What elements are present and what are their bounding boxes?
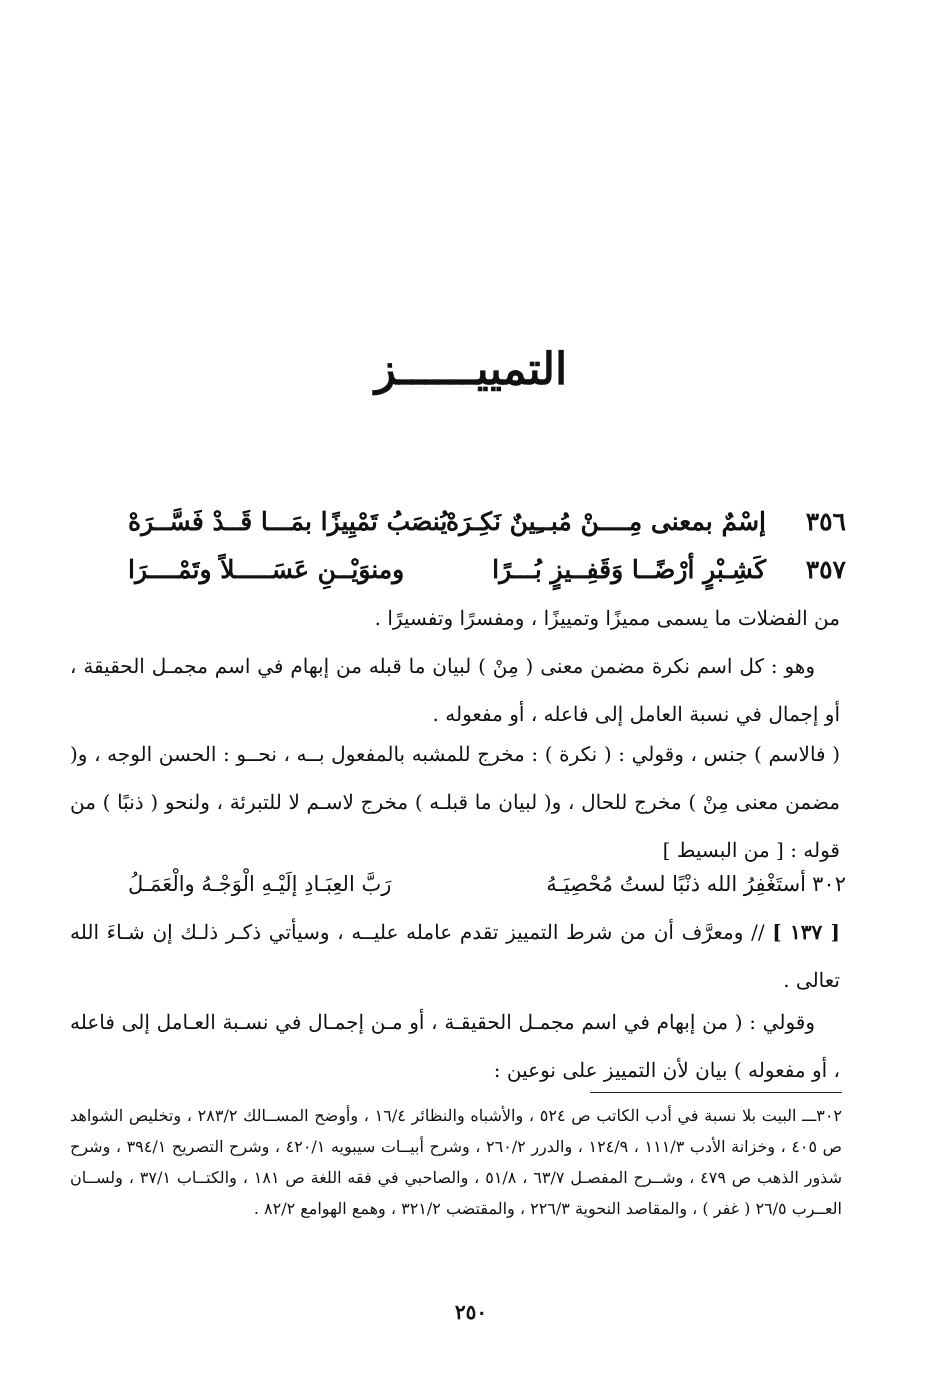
cited-verse [128,864,846,904]
definition-paragraph: وهو : كل اسم نكرة مضمن معنى ( مِنْ ) لبيان ما قبله من إبهام في اسم مجمـل الحقيقة ، أو إجمال في نسبة العامل إلى فاعله ، أو مفعوله . [70,654,840,726]
verse-line [128,500,846,544]
verse-second-hemistich: ومنوَيْــنِ عَسَـــــلاً وتَمْــــرَا [128,555,405,584]
page-number: ٢٥٠ [454,1300,488,1324]
chapter-title: التمييــــــز [374,344,568,395]
footnote-divider [590,1092,842,1093]
footnote: ٣٠٢ـــ البيت بلا نسبة في أدب الكاتب ص ٥٢٤ ، والأشباه والنظائر ١٦/٤ ، وأوضح المســالك ٢٨٣/٢ ، وتخليص الشواهد ص ٤٠٥ ، وخزانة الأدب ١١١/٣ ، ١٢٤/٩ ، والدرر ٢٦٠/٢ ، وشرح أبيــات سيبويه ٤٢٠/١ ، وشرح التصريح ٣٩٤/١ ، وشرح شذور الذهب ص ٤٧٩ ، وشــرح المفصـل ٦٣/٧ ، ٥١/٨ ، والصاحبي في فقه اللغة ص ١٨١ ، والكتــاب ٣٧/١ ، ولســان العــرب ٢٦/٥ ( غفر ) ، والمقاصد النحوية ٢٢٦/٣ ، والمقتضب ٣٢١/٢ ، وهمع الهوامع ٨٢/٢ . [70,1106,843,1218]
types-paragraph: وقولي : ( من إبهام في اسم مجمـل الحقيقـة ، أو مـن إجمـال في نسـبة العـامل إلى فاعله ، أو مفعوله ) بيان لأن التمييز على نوعين : [70,1010,840,1082]
verse-second-hemistich: يُنصَبُ تَمْيِيزًا بمَـــا قَــدْ فَسَّــرَهْ [128,507,448,536]
condition-paragraph [70,908,840,1004]
cited-verse-number: ٣٠٢ [812,872,846,896]
verse-first-hemistich: إسْمٌ بمعنى مِــــنْ مُبــِينٌ نَكِـرَهْ [445,507,766,536]
explanation-paragraph: ( فالاسم ) جنس ، وقولي : ( نكرة ) : مخرج للمشبه بالمفعول بــه ، نحــو : الحسن الوجه ، و( مضمن معنى مِنْ ) مخرج للحال ، و( لبيان ما قبلـه ) مخرج لاسـم لا للتبرئة ، ولنحو ( ذنبًا ) من قوله : [ من البسيط ] [70,742,841,862]
verse-number: ٣٥٧ [805,555,846,584]
verse-line [128,548,846,592]
verse-first-hemistich: كَشِـبْرٍ أرْضًــا وَقَفِــيزٍ بُـــرًا [492,555,766,584]
cited-first-hemistich: أستَغْفِرُ الله ذنْبًا لستُ مُحْصِيَـهُ [546,872,806,896]
intro-paragraph: من الفضلات ما يسمى مميزًا وتمييزًا ، ومفسرًا وتفسيرًا . [374,606,840,630]
cited-second-hemistich: رَبَّ العِبَـادِ إلَيْـهِ الْوَجْـهُ والْعَمَـلُ [128,872,392,896]
condition-text: // ومعرَّف أن من شرط التمييز تقدم عامله عليــه ، وسيأتي ذكـر ذلـك إن شـاءَ الله تعالى . [70,920,840,992]
verse-number: ٣٥٦ [805,507,846,536]
manuscript-page-ref: [ ١٣٧ ] [772,920,840,944]
